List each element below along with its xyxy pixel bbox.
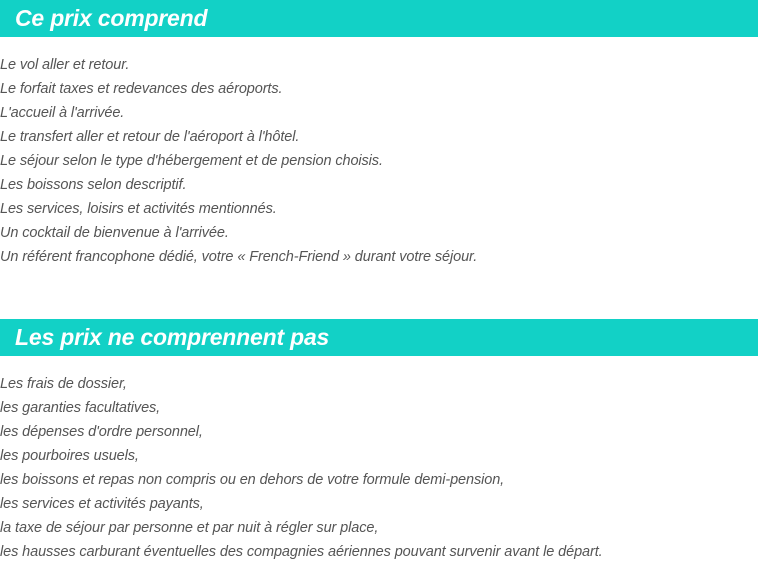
excluded-section-header (0, 319, 758, 356)
included-section-header (0, 0, 758, 37)
included-section-title: Ce prix comprend (15, 5, 208, 31)
list-item: Le vol aller et retour. (0, 57, 130, 73)
list-item: les hausses carburant éventuelles des compagnies aériennes pouvant survenir avant le départ. (0, 544, 603, 560)
list-item: Le forfait taxes et redevances des aéroports. (0, 81, 283, 97)
list-item: Le transfert aller et retour de l'aéroport à l'hôtel. (0, 129, 300, 145)
list-item: Les boissons selon descriptif. (0, 177, 187, 193)
excluded-section-title: Les prix ne comprennent pas (15, 324, 330, 350)
list-item: les dépenses d'ordre personnel, (0, 424, 203, 440)
list-item: Le séjour selon le type d'hébergement et de pension choisis. (0, 153, 383, 169)
list-item: les pourboires usuels, (0, 448, 139, 464)
list-item: la taxe de séjour par personne et par nuit à régler sur place, (0, 520, 379, 536)
list-item: Les services, loisirs et activités mentionnés. (0, 201, 277, 217)
list-item: les boissons et repas non compris ou en dehors de votre formule demi-pension, (0, 472, 505, 488)
excluded-items-list (0, 372, 603, 564)
list-item: Un référent francophone dédié, votre « French-Friend » durant votre séjour. (0, 249, 478, 265)
list-item: L'accueil à l'arrivée. (0, 105, 125, 121)
included-items-list (0, 53, 477, 269)
list-item: Les frais de dossier, (0, 376, 127, 392)
list-item: les services et activités payants, (0, 496, 204, 512)
list-item: Un cocktail de bienvenue à l'arrivée. (0, 225, 229, 241)
list-item: les garanties facultatives, (0, 400, 161, 416)
